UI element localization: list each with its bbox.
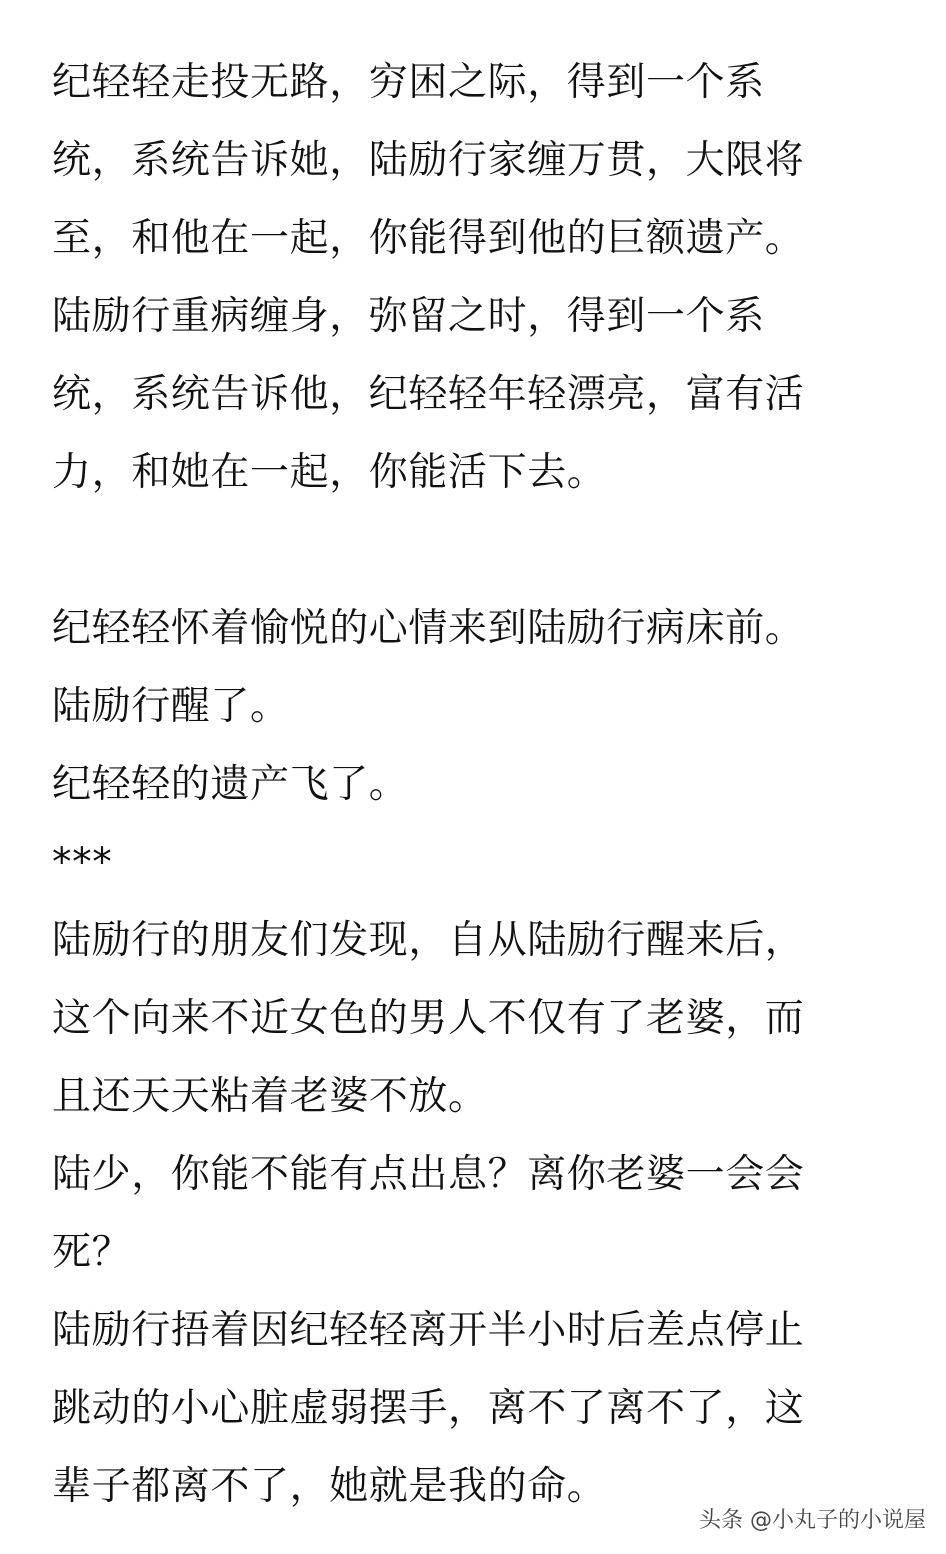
paragraph-line: 且还天天粘着老婆不放。 (52, 1074, 488, 1119)
paragraph-line: 陆励行重病缠身，弥留之时，得到一个系 (52, 294, 765, 339)
paragraph-line: 陆励行捂着因纪轻轻离开半小时后差点停止 (52, 1308, 805, 1353)
source-watermark: 头条 @小丸子的小说屋 (699, 1508, 926, 1533)
paragraph-spacer (52, 512, 882, 590)
paragraph-line: 力，和她在一起，你能活下去。 (52, 450, 607, 495)
paragraph-line: 这个向来不近女色的男人不仅有了老婆，而 (52, 996, 805, 1041)
paragraph-line: 统，系统告诉她，陆励行家缠万贯，大限将 (52, 138, 805, 183)
paragraph-line: 纪轻轻走投无路，穷困之际，得到一个系 (52, 60, 765, 105)
paragraph-line: 死？ (52, 1230, 132, 1275)
paragraph-line: 辈子都离不了，她就是我的命。 (52, 1464, 607, 1509)
paragraph-line: 至，和他在一起，你能得到他的巨额遗产。 (52, 216, 805, 261)
article-body (52, 44, 882, 1526)
paragraph-line: 陆励行醒了。 (52, 684, 290, 729)
paragraph-line: 跳动的小心脏虚弱摆手，离不了离不了，这 (52, 1386, 805, 1431)
paragraph-line: 统，系统告诉他，纪轻轻年轻漂亮，富有活 (52, 372, 805, 417)
section-separator: *** (52, 840, 113, 885)
paragraph-line: 纪轻轻怀着愉悦的心情来到陆励行病床前。 (52, 606, 805, 651)
paragraph-line: 陆励行的朋友们发现，自从陆励行醒来后， (52, 918, 805, 963)
paragraph-line: 陆少，你能不能有点出息？离你老婆一会会 (52, 1152, 805, 1197)
paragraph-line: 纪轻轻的遗产飞了。 (52, 762, 409, 807)
